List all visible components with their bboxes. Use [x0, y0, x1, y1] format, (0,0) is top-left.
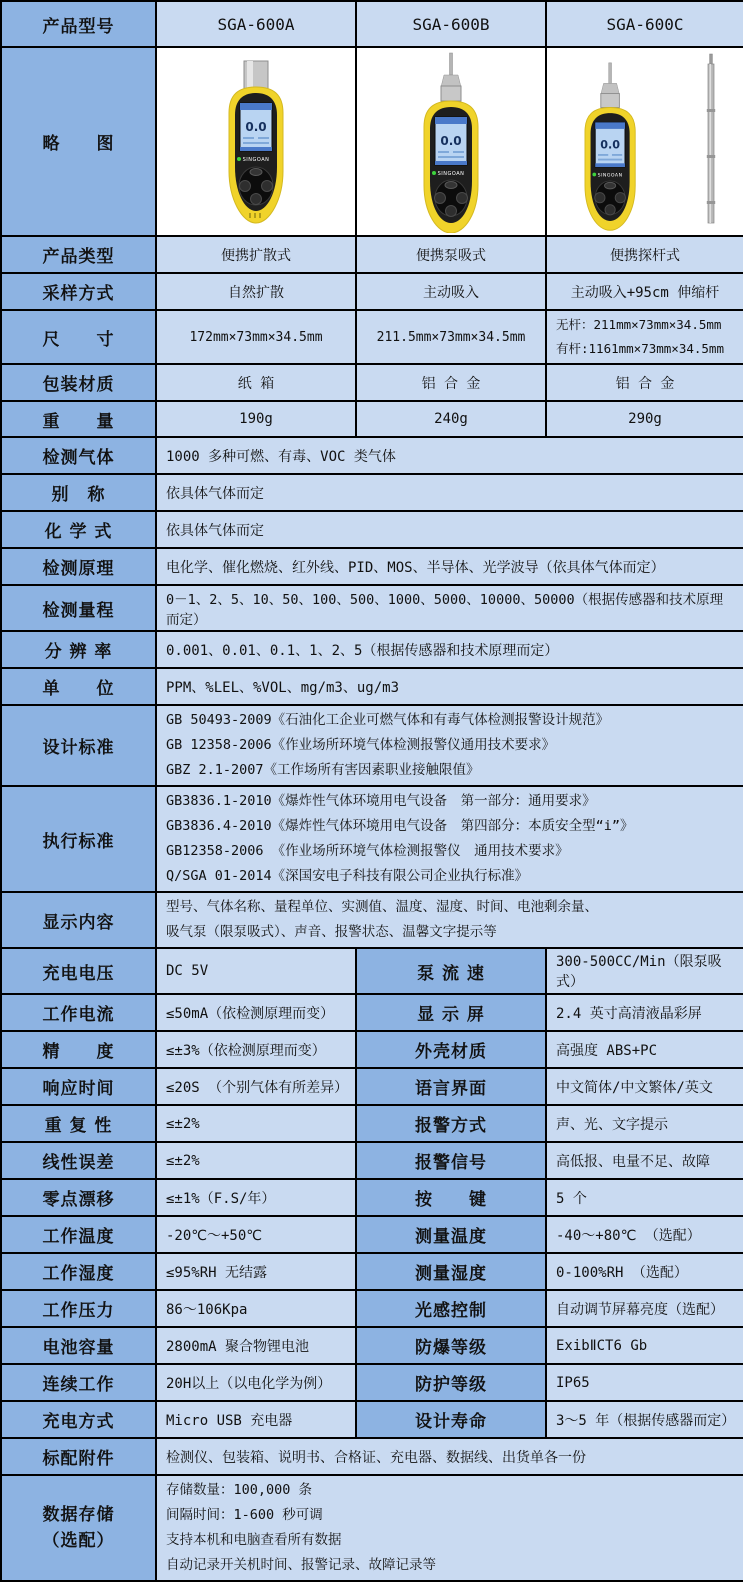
row-label: 泵 流 速: [356, 948, 546, 994]
row-label: 尺 寸: [1, 310, 156, 364]
spec-row-units: [1, 668, 743, 705]
standard-line: GB 12358-2006《作业场所环境气体检测报警仪通用技术要求》: [166, 737, 556, 753]
row-label: 充电方式: [1, 1401, 156, 1438]
display-line: 型号、气体名称、量程单位、实测值、温度、湿度、时间、电池剩余量、: [166, 899, 598, 915]
row-label: 工作压力: [1, 1290, 156, 1327]
row-value: 高强度 ABS+PC: [546, 1031, 743, 1068]
row-label-line-1: 数据存储: [42, 1505, 115, 1525]
row-label: 线性误差: [1, 1142, 156, 1179]
row-value: [156, 892, 743, 948]
dimension-line-2: 有杆:1161mm×73mm×34.5mm: [556, 341, 724, 356]
row-value: 依具体气体而定: [156, 511, 743, 548]
row-value-a: 便携扩散式: [156, 236, 356, 273]
row-value: 中文简体/中文繁体/英文: [546, 1068, 743, 1105]
row-label: 设计寿命: [356, 1401, 546, 1438]
storage-line: 自动记录开关机时间、报警记录、故障记录等: [166, 1557, 436, 1573]
row-value: 5 个: [546, 1179, 743, 1216]
row-label: 连续工作: [1, 1364, 156, 1401]
sketch-label: 略 图: [1, 47, 156, 236]
dimension-line-1: 无杆：211mm×73mm×34.5mm: [556, 317, 722, 332]
row-label: 工作温度: [1, 1216, 156, 1253]
row-label: 防护等级: [356, 1364, 546, 1401]
spec-row-dual: [1, 1179, 743, 1216]
device-led: [592, 172, 596, 176]
row-value: [156, 1475, 743, 1581]
row-value: 2800mA 聚合物锂电池: [156, 1327, 356, 1364]
row-value-c: 便携探杆式: [546, 236, 743, 273]
row-value-a: 190g: [156, 401, 356, 437]
row-value: 依具体气体而定: [156, 474, 743, 511]
row-label-line-2: （选配）: [42, 1531, 115, 1551]
spec-row-dual: [1, 1068, 743, 1105]
model-name-a: SGA-600A: [156, 1, 356, 47]
row-value: 高低报、电量不足、故障: [546, 1142, 743, 1179]
product-photo-cell-c: [546, 47, 743, 236]
device-photo-sga-600a: [186, 53, 326, 231]
device-brand: SINGOAN: [437, 170, 465, 177]
standard-line: GBZ 2.1-2007《工作场所有害因素职业接触限值》: [166, 762, 480, 778]
spec-row-accessories: [1, 1438, 743, 1475]
device-brand: SINGOAN: [242, 156, 270, 163]
row-label: 检测量程: [1, 585, 156, 631]
row-value-b: 主动吸入: [356, 273, 546, 310]
row-value: 声、光、文字提示: [546, 1105, 743, 1142]
row-label: 精 度: [1, 1031, 156, 1068]
spec-row-weight: [1, 401, 743, 437]
row-value: 0－1、2、5、10、50、100、500、1000、5000、10000、50000（根据传感器和技术原理而定）: [156, 585, 743, 631]
row-label: 防爆等级: [356, 1327, 546, 1364]
row-label: 显 示 屏: [356, 994, 546, 1031]
spec-row-dual: [1, 1216, 743, 1253]
row-value: 0.001、0.01、0.1、1、2、5（根据传感器和技术原理而定）: [156, 631, 743, 668]
row-value: 20H以上（以电化学为例）: [156, 1364, 356, 1401]
display-line: 吸气泵（限泵吸式）、声音、报警状态、温馨文字提示等: [166, 924, 497, 940]
standard-line: GB12358-2006 《作业场所环境气体检测报警仪 通用技术要求》: [166, 843, 569, 859]
row-value-b: 铝 合 金: [356, 364, 546, 401]
spec-row-dual: [1, 1401, 743, 1438]
spec-row-dimensions: [1, 310, 743, 364]
row-value: ≤20S （个别气体有所差异）: [156, 1068, 356, 1105]
spec-row-sampling: [1, 273, 743, 310]
spec-row-dual: [1, 1290, 743, 1327]
spec-row-dual: [1, 1142, 743, 1179]
spec-row-alias: [1, 474, 743, 511]
row-value: 2.4 英寸高清液晶彩屏: [546, 994, 743, 1031]
row-label: 化 学 式: [1, 511, 156, 548]
row-value-a: 纸 箱: [156, 364, 356, 401]
row-value: 自动调节屏幕亮度（选配）: [546, 1290, 743, 1327]
storage-line: 存储数量：100,000 条: [166, 1482, 313, 1498]
device-screen-value: 0.0: [600, 137, 620, 151]
row-label: 设计标准: [1, 705, 156, 786]
row-value-a: 自然扩散: [156, 273, 356, 310]
row-label: 测量湿度: [356, 1253, 546, 1290]
spec-row-dual: [1, 1253, 743, 1290]
row-value: ≤±3%（依检测原理而变）: [156, 1031, 356, 1068]
row-label: 采样方式: [1, 273, 156, 310]
row-label: 单 位: [1, 668, 156, 705]
model-name-c: SGA-600C: [546, 1, 743, 47]
spec-row-principle: [1, 548, 743, 585]
row-label: 检测原理: [1, 548, 156, 585]
row-value: DC 5V: [156, 948, 356, 994]
row-label: 分 辨 率: [1, 631, 156, 668]
spec-row-packaging: [1, 364, 743, 401]
row-value-c: 铝 合 金: [546, 364, 743, 401]
row-label: 光感控制: [356, 1290, 546, 1327]
spec-row-display-content: [1, 892, 743, 948]
row-value: -20℃～+50℃: [156, 1216, 356, 1253]
row-label: 重 复 性: [1, 1105, 156, 1142]
row-label: 执行标准: [1, 786, 156, 892]
row-label: 充电电压: [1, 948, 156, 994]
device-brand: SINGOAN: [597, 172, 623, 178]
row-value: ≤±2%: [156, 1105, 356, 1142]
row-value: 0-100%RH （选配）: [546, 1253, 743, 1290]
row-label: 语言界面: [356, 1068, 546, 1105]
row-value: PPM、%LEL、%VOL、mg/m3、ug/m3: [156, 668, 743, 705]
sketch-row: [1, 47, 743, 236]
row-value: ExibⅡCT6 Gb: [546, 1327, 743, 1364]
product-photo-cell-a: [156, 47, 356, 236]
row-label: 按 键: [356, 1179, 546, 1216]
spec-row-resolution: [1, 631, 743, 668]
telescopic-rod-icon: [707, 54, 715, 223]
spec-row-data-storage: [1, 1475, 743, 1581]
standard-line: Q/SGA 01-2014《深国安电子科技有限公司企业执行标准》: [166, 868, 529, 884]
row-value: ≤±1%（F.S/年）: [156, 1179, 356, 1216]
model-name-b: SGA-600B: [356, 1, 546, 47]
row-value: 1000 多种可燃、有毒、VOC 类气体: [156, 437, 743, 474]
row-value: ≤50mA（依检测原理而变）: [156, 994, 356, 1031]
spec-row-dual: [1, 1031, 743, 1068]
row-value-c: 290g: [546, 401, 743, 437]
row-value: 电化学、催化燃烧、红外线、PID、MOS、半导体、光学波导（依具体气体而定）: [156, 548, 743, 585]
spec-row-range: [1, 585, 743, 631]
spec-row-dual: [1, 1327, 743, 1364]
row-value-c: 主动吸入+95cm 伸缩杆: [546, 273, 743, 310]
row-label: [1, 1475, 156, 1581]
row-label: 测量温度: [356, 1216, 546, 1253]
row-label: 报警信号: [356, 1142, 546, 1179]
product-photo-cell-b: [356, 47, 546, 236]
standard-line: GB3836.4-2010《爆炸性气体环境用电气设备 第四部分：本质安全型“i”》: [166, 818, 634, 834]
device-photo-sga-600c: [551, 51, 739, 233]
storage-line: 间隔时间：1-600 秒可调: [166, 1507, 323, 1523]
row-label: 电池容量: [1, 1327, 156, 1364]
row-label: 显示内容: [1, 892, 156, 948]
device-screen-value: 0.0: [440, 133, 462, 148]
device-led: [432, 171, 436, 175]
spec-row-design-standards: [1, 705, 743, 786]
row-value: 3～5 年（根据传感器而定）: [546, 1401, 743, 1438]
row-value: ≤±2%: [156, 1142, 356, 1179]
row-value-b: 211.5mm×73mm×34.5mm: [356, 310, 546, 364]
device-screen-value: 0.0: [245, 119, 267, 134]
spec-row-exec-standards: [1, 786, 743, 892]
row-value: [156, 705, 743, 786]
row-value: Micro USB 充电器: [156, 1401, 356, 1438]
row-label: 重 量: [1, 401, 156, 437]
spec-row-dual: [1, 1364, 743, 1401]
header-row: [1, 1, 743, 47]
row-value: -40～+80℃ （选配）: [546, 1216, 743, 1253]
row-value: 300-500CC/Min（限泵吸式）: [546, 948, 743, 994]
row-value-b: 便携泵吸式: [356, 236, 546, 273]
row-label: 外壳材质: [356, 1031, 546, 1068]
row-label: 工作电流: [1, 994, 156, 1031]
row-label: 产品类型: [1, 236, 156, 273]
spec-row-dual: [1, 994, 743, 1031]
standard-line: GB3836.1-2010《爆炸性气体环境用电气设备 第一部分：通用要求》: [166, 793, 596, 809]
row-value: 检测仪、包装箱、说明书、合格证、充电器、数据线、出货单各一份: [156, 1438, 743, 1475]
row-value-b: 240g: [356, 401, 546, 437]
header-label: 产品型号: [1, 1, 156, 47]
device-led: [237, 157, 241, 161]
row-label: 报警方式: [356, 1105, 546, 1142]
spec-row-dual: [1, 948, 743, 994]
row-label: 响应时间: [1, 1068, 156, 1105]
row-value-c: [546, 310, 743, 364]
row-label: 标配附件: [1, 1438, 156, 1475]
spec-row-dual: [1, 1105, 743, 1142]
row-value: IP65: [546, 1364, 743, 1401]
row-label: 工作湿度: [1, 1253, 156, 1290]
device-photo-sga-600b: [381, 51, 521, 233]
row-label: 包装材质: [1, 364, 156, 401]
row-label: 检测气体: [1, 437, 156, 474]
row-value: [156, 786, 743, 892]
row-value: 86～106Kpa: [156, 1290, 356, 1327]
row-label: 零点漂移: [1, 1179, 156, 1216]
row-value-a: 172mm×73mm×34.5mm: [156, 310, 356, 364]
spec-row-product-type: [1, 236, 743, 273]
spec-row-gases: [1, 437, 743, 474]
row-label: 别 称: [1, 474, 156, 511]
row-value: ≤95%RH 无结露: [156, 1253, 356, 1290]
storage-line: 支持本机和电脑查看所有数据: [166, 1532, 342, 1548]
standard-line: GB 50493-2009《石油化工企业可燃气体和有毒气体检测报警设计规范》: [166, 712, 610, 728]
spec-row-formula: [1, 511, 743, 548]
